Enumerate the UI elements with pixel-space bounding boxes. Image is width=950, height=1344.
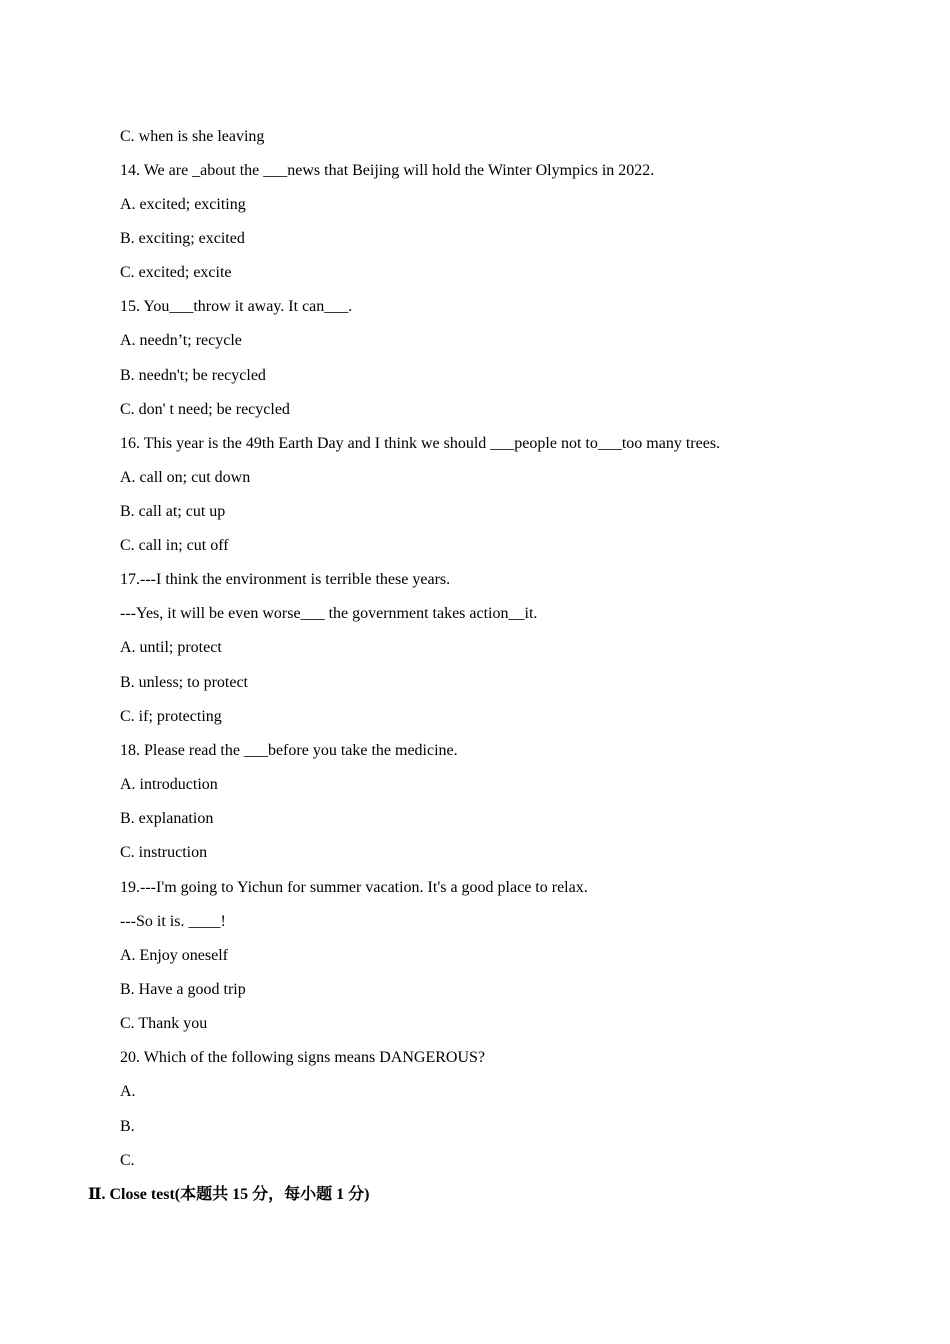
option-line: C. Thank you <box>120 1015 208 1032</box>
question-18: 18. Please read the ___before you take the medicine. <box>120 742 458 759</box>
option-line: B. unless; to protect <box>120 674 248 691</box>
dialogue-line: ---Yes, it will be even worse___ the government takes action__it. <box>120 605 538 622</box>
section-heading: Ⅱ. Close test(本题共 15 分，每小题 1 分) <box>88 1186 370 1203</box>
question-17: 17.---I think the environment is terrible these years. <box>120 571 451 588</box>
option-line: C. <box>120 1152 135 1169</box>
option-line: C. excited; excite <box>120 264 232 281</box>
option-line: B. explanation <box>120 810 214 827</box>
option-line: C. don' t need; be recycled <box>120 401 290 418</box>
question-14: 14. We are _about the ___news that Beijing will hold the Winter Olympics in 2022. <box>120 162 655 179</box>
option-line: A. needn’t; recycle <box>120 332 242 349</box>
option-line: C. instruction <box>120 844 208 861</box>
question-16: 16. This year is the 49th Earth Day and I think we should ___people not to___too many trees. <box>120 435 721 452</box>
option-line: B. <box>120 1118 135 1135</box>
option-line: A. introduction <box>120 776 218 793</box>
option-line: A. call on; cut down <box>120 469 251 486</box>
question-20: 20. Which of the following signs means DANGEROUS? <box>120 1049 485 1066</box>
option-line: A. Enjoy oneself <box>120 947 228 964</box>
option-line: B. Have a good trip <box>120 981 246 998</box>
option-line: A. <box>120 1083 136 1100</box>
option-line: B. exciting; excited <box>120 230 245 247</box>
option-line: C. call in; cut off <box>120 537 229 554</box>
option-line: C. if; protecting <box>120 708 222 725</box>
question-15: 15. You___throw it away. It can___. <box>120 298 353 315</box>
text-line: C. when is she leaving <box>120 128 265 145</box>
option-line: A. until; protect <box>120 639 222 656</box>
option-line: A. excited; exciting <box>120 196 246 213</box>
option-line: B. call at; cut up <box>120 503 226 520</box>
question-19: 19.---I'm going to Yichun for summer vacation. It's a good place to relax. <box>120 879 588 896</box>
dialogue-line: ---So it is. ____! <box>120 913 226 930</box>
option-line: B. needn't; be recycled <box>120 367 266 384</box>
